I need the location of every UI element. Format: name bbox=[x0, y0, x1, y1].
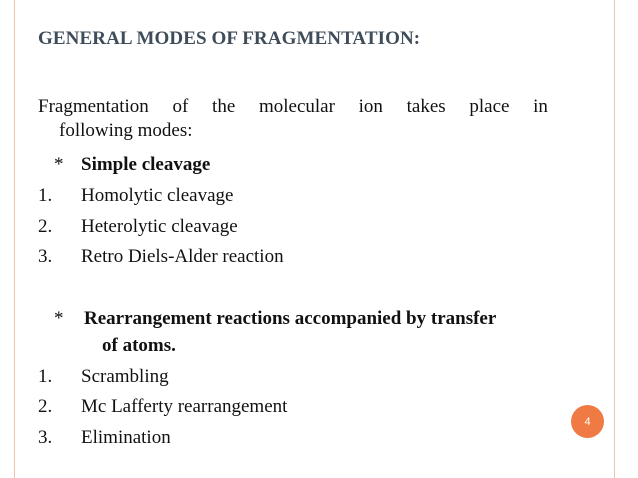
intro-word: in bbox=[533, 96, 548, 117]
intro-word: ion bbox=[358, 96, 383, 117]
intro-word: Fragmentation bbox=[38, 96, 149, 117]
slide-title: GENERAL MODES OF FRAGMENTATION: bbox=[38, 28, 421, 49]
list-item-number: 3. bbox=[38, 427, 53, 448]
list-item-number: 3. bbox=[38, 246, 53, 267]
slide-right-border bbox=[614, 0, 615, 478]
section1-bullet: * bbox=[54, 154, 64, 175]
section2-heading-line1: Rearrangement reactions accompanied by transfer bbox=[84, 308, 497, 329]
slide-left-border bbox=[14, 0, 15, 478]
list-item-text: Mc Lafferty rearrangement bbox=[81, 396, 288, 417]
list-item-text: Elimination bbox=[81, 427, 171, 448]
list-item-number: 1. bbox=[38, 366, 53, 387]
list-item-number: 2. bbox=[38, 396, 53, 417]
section2-heading-line2: of atoms. bbox=[102, 335, 176, 356]
intro-word: takes bbox=[406, 96, 446, 117]
intro-line-1 bbox=[38, 95, 548, 119]
page-number-badge: 4 bbox=[571, 405, 604, 438]
intro-word: place bbox=[469, 96, 510, 117]
intro-line-2: following modes: bbox=[59, 120, 193, 141]
section1-heading: Simple cleavage bbox=[81, 154, 211, 175]
intro-word: molecular bbox=[258, 96, 335, 117]
intro-word: the bbox=[212, 96, 236, 117]
intro-paragraph bbox=[38, 95, 548, 143]
list-item-text: Retro Diels-Alder reaction bbox=[81, 246, 284, 267]
intro-word: of bbox=[172, 96, 189, 117]
list-item-text: Heterolytic cleavage bbox=[81, 216, 238, 237]
list-item-number: 2. bbox=[38, 216, 53, 237]
section2-bullet: * bbox=[54, 308, 64, 329]
list-item-text: Scrambling bbox=[81, 366, 169, 387]
list-item-number: 1. bbox=[38, 185, 53, 206]
list-item-text: Homolytic cleavage bbox=[81, 185, 234, 206]
